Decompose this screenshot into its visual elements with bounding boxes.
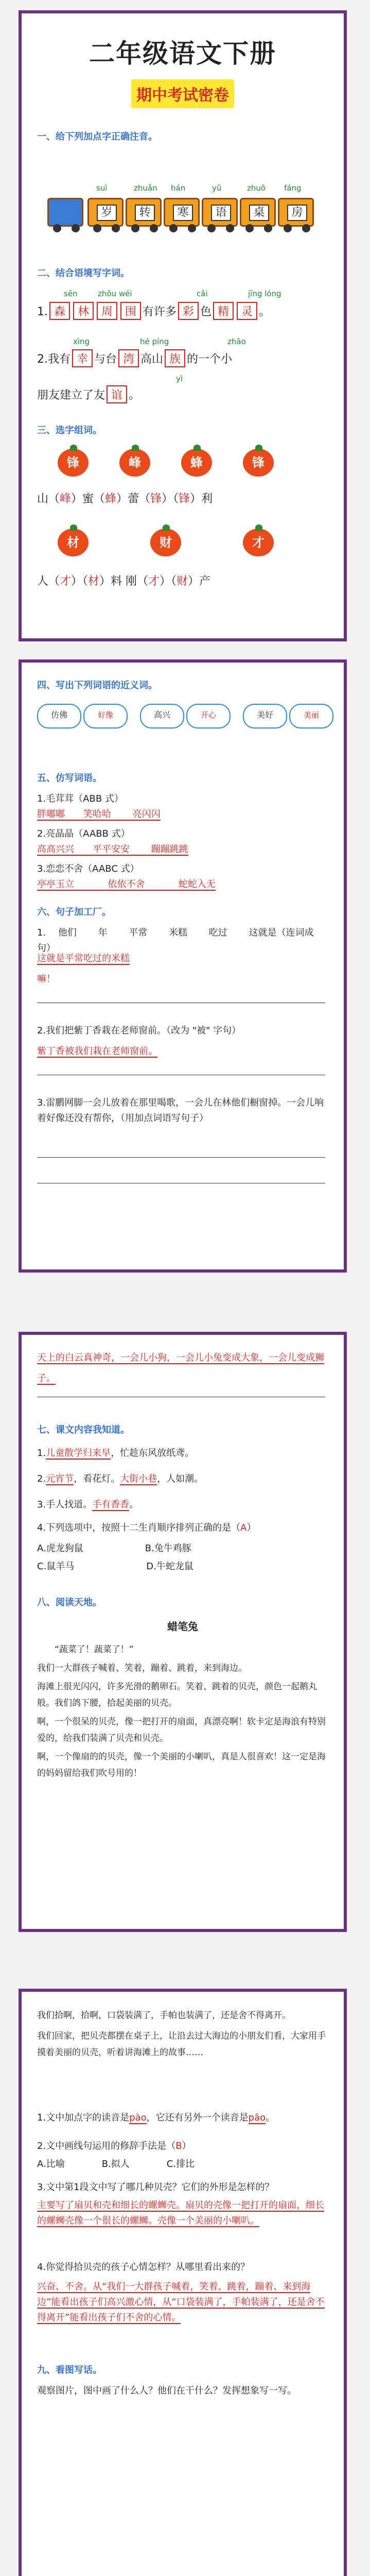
train-car xyxy=(87,198,124,227)
tomato-char: 材 xyxy=(58,529,89,556)
q2: 2.亮晶晶（AABB 式） xyxy=(37,828,130,839)
q4: 1. 他们 年 平常 米糕 吃过 这就是（连词成句） xyxy=(37,927,314,954)
a7b: 子。 xyxy=(37,1373,56,1384)
train-pinyin: fáng xyxy=(284,183,302,193)
answer-box: 围 xyxy=(120,302,141,320)
line1: 1. 森 林 周 围 有许多 彩 色 精 灵 。 xyxy=(37,302,270,320)
a4: 兴奋、不舍。从“我们一大群孩子喊着，笑着、跳着，蹦着、来到海边”能看出孩子们高兴激心情，从“口袋装满了，手帕装满了，还是舍不得离开”能看出孩子们不舍的心情。 xyxy=(37,2281,325,2323)
answer-box: 林 xyxy=(73,302,94,320)
a7: 天上的白云真神奇，一会儿小狗，一会儿小兔变成大象，一会儿变成狮 xyxy=(37,1352,324,1363)
a2: 高高兴兴 平平安安 蹦蹦跳跳 xyxy=(37,844,188,855)
train-pinyin: yǔ xyxy=(212,183,222,193)
q3: 3.恋恋不舍（AABC 式） xyxy=(37,863,139,874)
a5: 紫丁香被我们栽在老师窗前。 xyxy=(37,1046,157,1057)
answer-rule xyxy=(37,1157,325,1158)
tomato-char: 锋 xyxy=(243,449,274,477)
train-engine xyxy=(47,198,83,227)
answer-box: 精 xyxy=(213,302,234,320)
q1: 1.文中加点字的读音是pào，它还有另外一个读音是pāo。 xyxy=(37,2112,275,2123)
answer-box: 灵 xyxy=(237,302,257,320)
q9: 2.元宵节，看花灯。大街小巷，人如潮。 xyxy=(37,1473,204,1484)
train-char: 语 xyxy=(211,205,231,221)
line4: 山（峰）蜜（蜂）蕾（锋）（锋）利 xyxy=(37,493,213,505)
answer-box: 森 xyxy=(49,302,70,320)
section-6-heading: 六、句子加工厂。 xyxy=(37,907,111,918)
train-pinyin: hán xyxy=(171,183,186,193)
train-pinyin: zhuǎn xyxy=(134,183,157,193)
pinyin-train xyxy=(47,183,325,240)
answer-box: 幸 xyxy=(72,349,93,367)
synonym-clouds xyxy=(37,704,336,730)
train-car xyxy=(240,198,276,227)
q2-options: A.比喻 B.拟人 C.排比 xyxy=(37,2159,195,2170)
section-2-heading: 二、结合语境写字词。 xyxy=(37,268,130,279)
tomato-char: 财 xyxy=(150,529,181,556)
panel-1: 二年级语文下册 期中考试密卷 一、给下列加点字正确注音。 suì zhuǎn hán yǔ zhuō fáng 岁 转 寒 语 桌 房 二、结合语境写字词。 sēn zhōu wéi cǎi jīng lóng 1. 森 林 周 围 有许多 彩 色 精 灵 。 xìng hé píng zhāo 2.我有 幸 与台 湾 高山 族 的一个小 yì 朋友建立了友 谊 。 三、选字组词。 锋 峰 蜂 锋 山（峰）蜜（蜂）蕾（锋）（锋）利 材 财 才 人（才）（材）料 刚（才）（财）产 xyxy=(19,10,347,641)
train-car xyxy=(164,198,200,227)
section-9-heading: 九、看图写话。 xyxy=(37,2365,102,2376)
cloud-word: 仿佛 xyxy=(37,704,81,728)
q11-options: A.虎龙狗鼠 B.兔牛鸡豚 xyxy=(37,1543,191,1554)
section-5-heading: 五、仿写词语。 xyxy=(37,773,102,784)
train-car xyxy=(202,198,238,227)
a1: 胖嘟嘟 笑哈哈 亮闪闪 xyxy=(37,809,161,820)
line2: 2.我有 幸 与台 湾 高山 族 的一个小 xyxy=(37,349,232,367)
tomato-char: 才 xyxy=(243,529,274,556)
line3: 朋友建立了友 谊 。 xyxy=(37,385,140,403)
q3: 3.文中第1段文中写了哪几种贝壳？它们的外形是怎样的？ xyxy=(37,2182,274,2193)
cloud-answer: 好像 xyxy=(83,704,128,728)
q11: 4.下列选项中，按照十二生肖顺序排列正确的是（A） xyxy=(37,1522,256,1533)
q5: 观察图片，图中画了什么人？他们在干什么？发挥想象写一写。 xyxy=(37,2385,296,2396)
answer-box: 族 xyxy=(165,349,185,367)
line3-pinyin: yì xyxy=(176,374,183,383)
page-title: 二年级语文下册 xyxy=(89,38,276,69)
q1: 1.毛茸茸（ABB 式） xyxy=(37,793,124,804)
train-car xyxy=(278,198,314,227)
a4: 这就是平常吃过的米糕 xyxy=(37,953,130,964)
train-char: 寒 xyxy=(173,205,193,221)
cloud-word: 美好 xyxy=(243,704,287,728)
section-3-heading: 三、选字组词。 xyxy=(37,425,102,436)
story-title: 蜡笔兔 xyxy=(167,1620,198,1633)
q2: 2.文中画线句运用的修辞手法是（B） xyxy=(37,2141,191,2151)
q11-options-2: C.鼠羊马 D.牛蛇龙鼠 xyxy=(37,1561,193,1572)
tomato-char: 锋 xyxy=(58,449,89,477)
tomato-char: 峰 xyxy=(119,449,150,477)
cloud-word: 高兴 xyxy=(140,704,184,728)
q10: 3.手人找道。手有香香。 xyxy=(37,1499,139,1510)
q4: 4.你觉得拾贝壳的孩子心情怎样？从哪里看出来的？ xyxy=(37,2262,250,2273)
section-8-heading: 八、阅读天地。 xyxy=(37,1597,102,1608)
section-7-heading: 七、课文内容我知道。 xyxy=(37,1425,130,1435)
q6: 3.雷鹏网脚一会儿放着在那里喝歌，一会儿在林他们橱窗掉。一会儿响着好像还没有帮你，（用加点词语写句子） xyxy=(37,1097,324,1124)
train-car xyxy=(126,198,162,227)
story-body-cont: 我们拾啊，拾啊，口袋装满了，手帕也装满了，还是舍不得离开。 我们回家，把贝壳都摆在桌子上，让沿去过大海边的小朋友们看，大家用手摸着美丽的贝壳，听着讲海滩上的故事…… xyxy=(37,2010,326,2058)
a3: 主要写了扇贝和壳和细长的螺蛳壳。扇贝的壳像一把打开的扇面，细长的螺蛳壳像一个很长的螺蛳。壳像一个美丽的小喇叭。 xyxy=(37,2200,324,2226)
cloud-answer: 开心 xyxy=(186,704,231,728)
a3: 亭亭玉立 依依不舍 蛇蛇入无 xyxy=(37,879,216,890)
train-char: 转 xyxy=(135,205,155,221)
q8: 1.儿童散学归来早，忙趁东风放纸鸢。 xyxy=(37,1448,195,1459)
section-4-heading: 四、写出下列词语的近义词。 xyxy=(37,680,157,691)
panel-3 xyxy=(19,1332,347,1932)
panel-4 xyxy=(19,1989,347,2576)
section-1-heading: 一、给下列加点字正确注音。 xyxy=(37,131,157,142)
q5: 2.我们把紫丁香栽在老师窗前。（改为 "被" 字句） xyxy=(37,1025,241,1036)
answer-box: 周 xyxy=(97,302,117,320)
answer-box: 谊 xyxy=(107,385,127,403)
panel-2 xyxy=(19,659,347,1273)
exam-badge: 期中考试密卷 xyxy=(131,79,234,108)
train-char: 房 xyxy=(287,205,307,221)
story-body: “蔬菜了！蔬菜了！” 我们一大群孩子喊着、笑着，蹦着、跳着，来到海边。 海滩上很光闪闪，许多光滑的鹅卵石。笑着、跳着的贝壳，颜色一起鹅丸般。我们鸽下腰，拾起美丽的贝壳。 啊，一个很呆的贝壳，像一把打开的扇面，真漂亮啊！软卡定是海浪有特别爱的，给我们装满了贝壳和贝壳。 啊，一个像扇的的贝壳，像一个美丽的小喇叭，真是人很喜欢！这一定是海的妈妈留给我们吹号用的！ xyxy=(37,1645,326,1778)
answer-box: 彩 xyxy=(178,302,199,320)
line5: 人（才）（材）料 刚（才）（财）产 xyxy=(37,575,211,588)
train-char: 岁 xyxy=(97,205,117,221)
cloud-answer: 美丽 xyxy=(289,704,333,728)
train-pinyin: suì xyxy=(96,183,108,193)
train-pinyin: zhuō xyxy=(247,183,266,193)
train-char: 桌 xyxy=(249,205,269,221)
tomato-char: 蜂 xyxy=(181,449,212,477)
answer-box: 湾 xyxy=(118,349,139,367)
a4b: 嘛！ xyxy=(37,974,56,985)
